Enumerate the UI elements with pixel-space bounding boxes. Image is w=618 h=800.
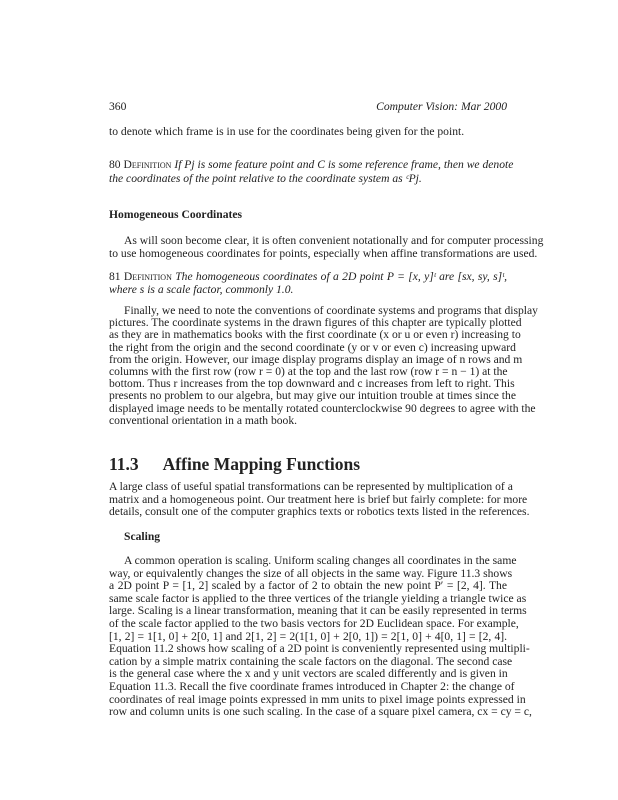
scaling-para-line: coordinates of real image points expressed in mm units to pixel image points expressed in — [109, 692, 526, 706]
finally-para-line: displayed image needs to be mentally rotated counterclockwise 90 degrees to agree with the — [109, 401, 536, 415]
section-para-line: details, consult one of the computer graphics texts or robotics texts listed in the references. — [109, 505, 530, 519]
running-title: Computer Vision: Mar 2000 — [376, 100, 507, 113]
scaling-para-line: way, or equivalently changes the size of all objects in the same way. Figure 11.3 shows — [109, 566, 513, 580]
finally-para-line: presents no problem to our algebra, but may give our intuition trouble at times since the — [109, 389, 516, 403]
section-para-line: A large class of useful spatial transformations can be represented by multiplication of a — [109, 480, 513, 493]
finally-para-line: conventional orientation in a math book. — [109, 413, 298, 427]
scaling-para-line: of the scale factor applied to the two basis vectors for 2D Euclidean space. For example, — [109, 617, 519, 630]
section-number: 11.3 — [109, 454, 139, 474]
scaling-para-line: is the general case where the x and y unit vectors are scaled differently and is given in — [109, 667, 508, 681]
homogeneous-para-line: As will soon become clear, it is often convenient notationally and for computer processing — [124, 234, 544, 247]
scaling-para-line: large. Scaling is a linear transformation, meaning that it can be easily represented in terms — [109, 604, 527, 618]
finally-para-line: columns with the first row (row r = 0) at the top and the last row (row r = n − 1) at the — [109, 365, 508, 378]
subsection-heading: Homogeneous Coordinates — [109, 208, 243, 221]
finally-para-line: pictures. The coordinate systems in the drawn figures of this chapter are typically plotted — [109, 316, 522, 330]
homogeneous-para-line: to use homogeneous coordinates for points, especially when affine transformations are used. — [109, 247, 538, 260]
page-number: 360 — [109, 100, 127, 113]
scaling-para-line: cation by a simple matrix containing the scale factors on the diagonal. The second case — [109, 654, 513, 668]
definition-label: 81 Definition — [109, 270, 172, 283]
finally-para-line: as they are in mathematics books with the first coordinate (x or u or even r) increasing to — [109, 328, 521, 342]
finally-para-line: Finally, we need to note the conventions of coordinate systems and programs that display — [124, 304, 538, 317]
scaling-para-line: same scale factor is applied to the three vertices of the triangle yielding a triangle twice as — [109, 591, 527, 605]
definition-label: 80 Definition — [109, 158, 172, 171]
definition-text: If Pj is some feature point and C is some reference frame, then we denote — [174, 158, 514, 171]
intro-line: to denote which frame is in use for the coordinates being given for the point. — [109, 125, 465, 138]
scaling-para-line: Equation 11.3. Recall the five coordinate frames introduced in Chapter 2: the change of — [109, 680, 515, 693]
subsection-heading: Scaling — [124, 530, 161, 543]
finally-para-line: the right from the origin and the second coordinate (y or v or even c) increasing upward — [109, 340, 516, 354]
definition-81-line — [109, 270, 507, 283]
definition-text: The homogeneous coordinates of a 2D point P = [x, y]ᵗ are [sx, sy, s]ᵗ, — [175, 270, 507, 283]
scaling-para-line: A common operation is scaling. Uniform scaling changes all coordinates in the same — [124, 554, 517, 567]
scaling-para-line: [1, 2] = 1[1, 0] + 2[0, 1] and 2[1, 2] = 2(1[1, 0] + 2[0, 1]) = 2[1, 0] + 4[0, 1] = [2, 4]. — [109, 629, 507, 643]
scaling-para-line: a 2D point P = [1, 2] scaled by a factor of 2 to obtain the new point P′ = [2, 4]. The — [109, 579, 507, 593]
section-title: Affine Mapping Functions — [162, 454, 361, 474]
scaling-para-line: row and column units is one such scaling. In the case of a square pixel camera, cx = cy = c, — [109, 705, 532, 719]
definition-81-line: where s is a scale factor, commonly 1.0. — [109, 283, 294, 296]
section-heading — [109, 454, 360, 475]
definition-80-line: the coordinates of the point relative to the coordinate system as ᶜPj. — [109, 172, 422, 185]
finally-para-line: bottom. Thus r increases from the top downward and c increases from left to right. This — [109, 377, 515, 391]
definition-80-line — [109, 158, 514, 171]
section-para-line: matrix and a homogeneous point. Our treatment here is brief but fairly complete: for more — [109, 492, 528, 506]
finally-para-line: from the origin. However, our image display programs display an image of n rows and m — [109, 352, 523, 366]
scaling-para-line: Equation 11.2 shows how scaling of a 2D point is conveniently represented using multipli- — [109, 642, 530, 656]
